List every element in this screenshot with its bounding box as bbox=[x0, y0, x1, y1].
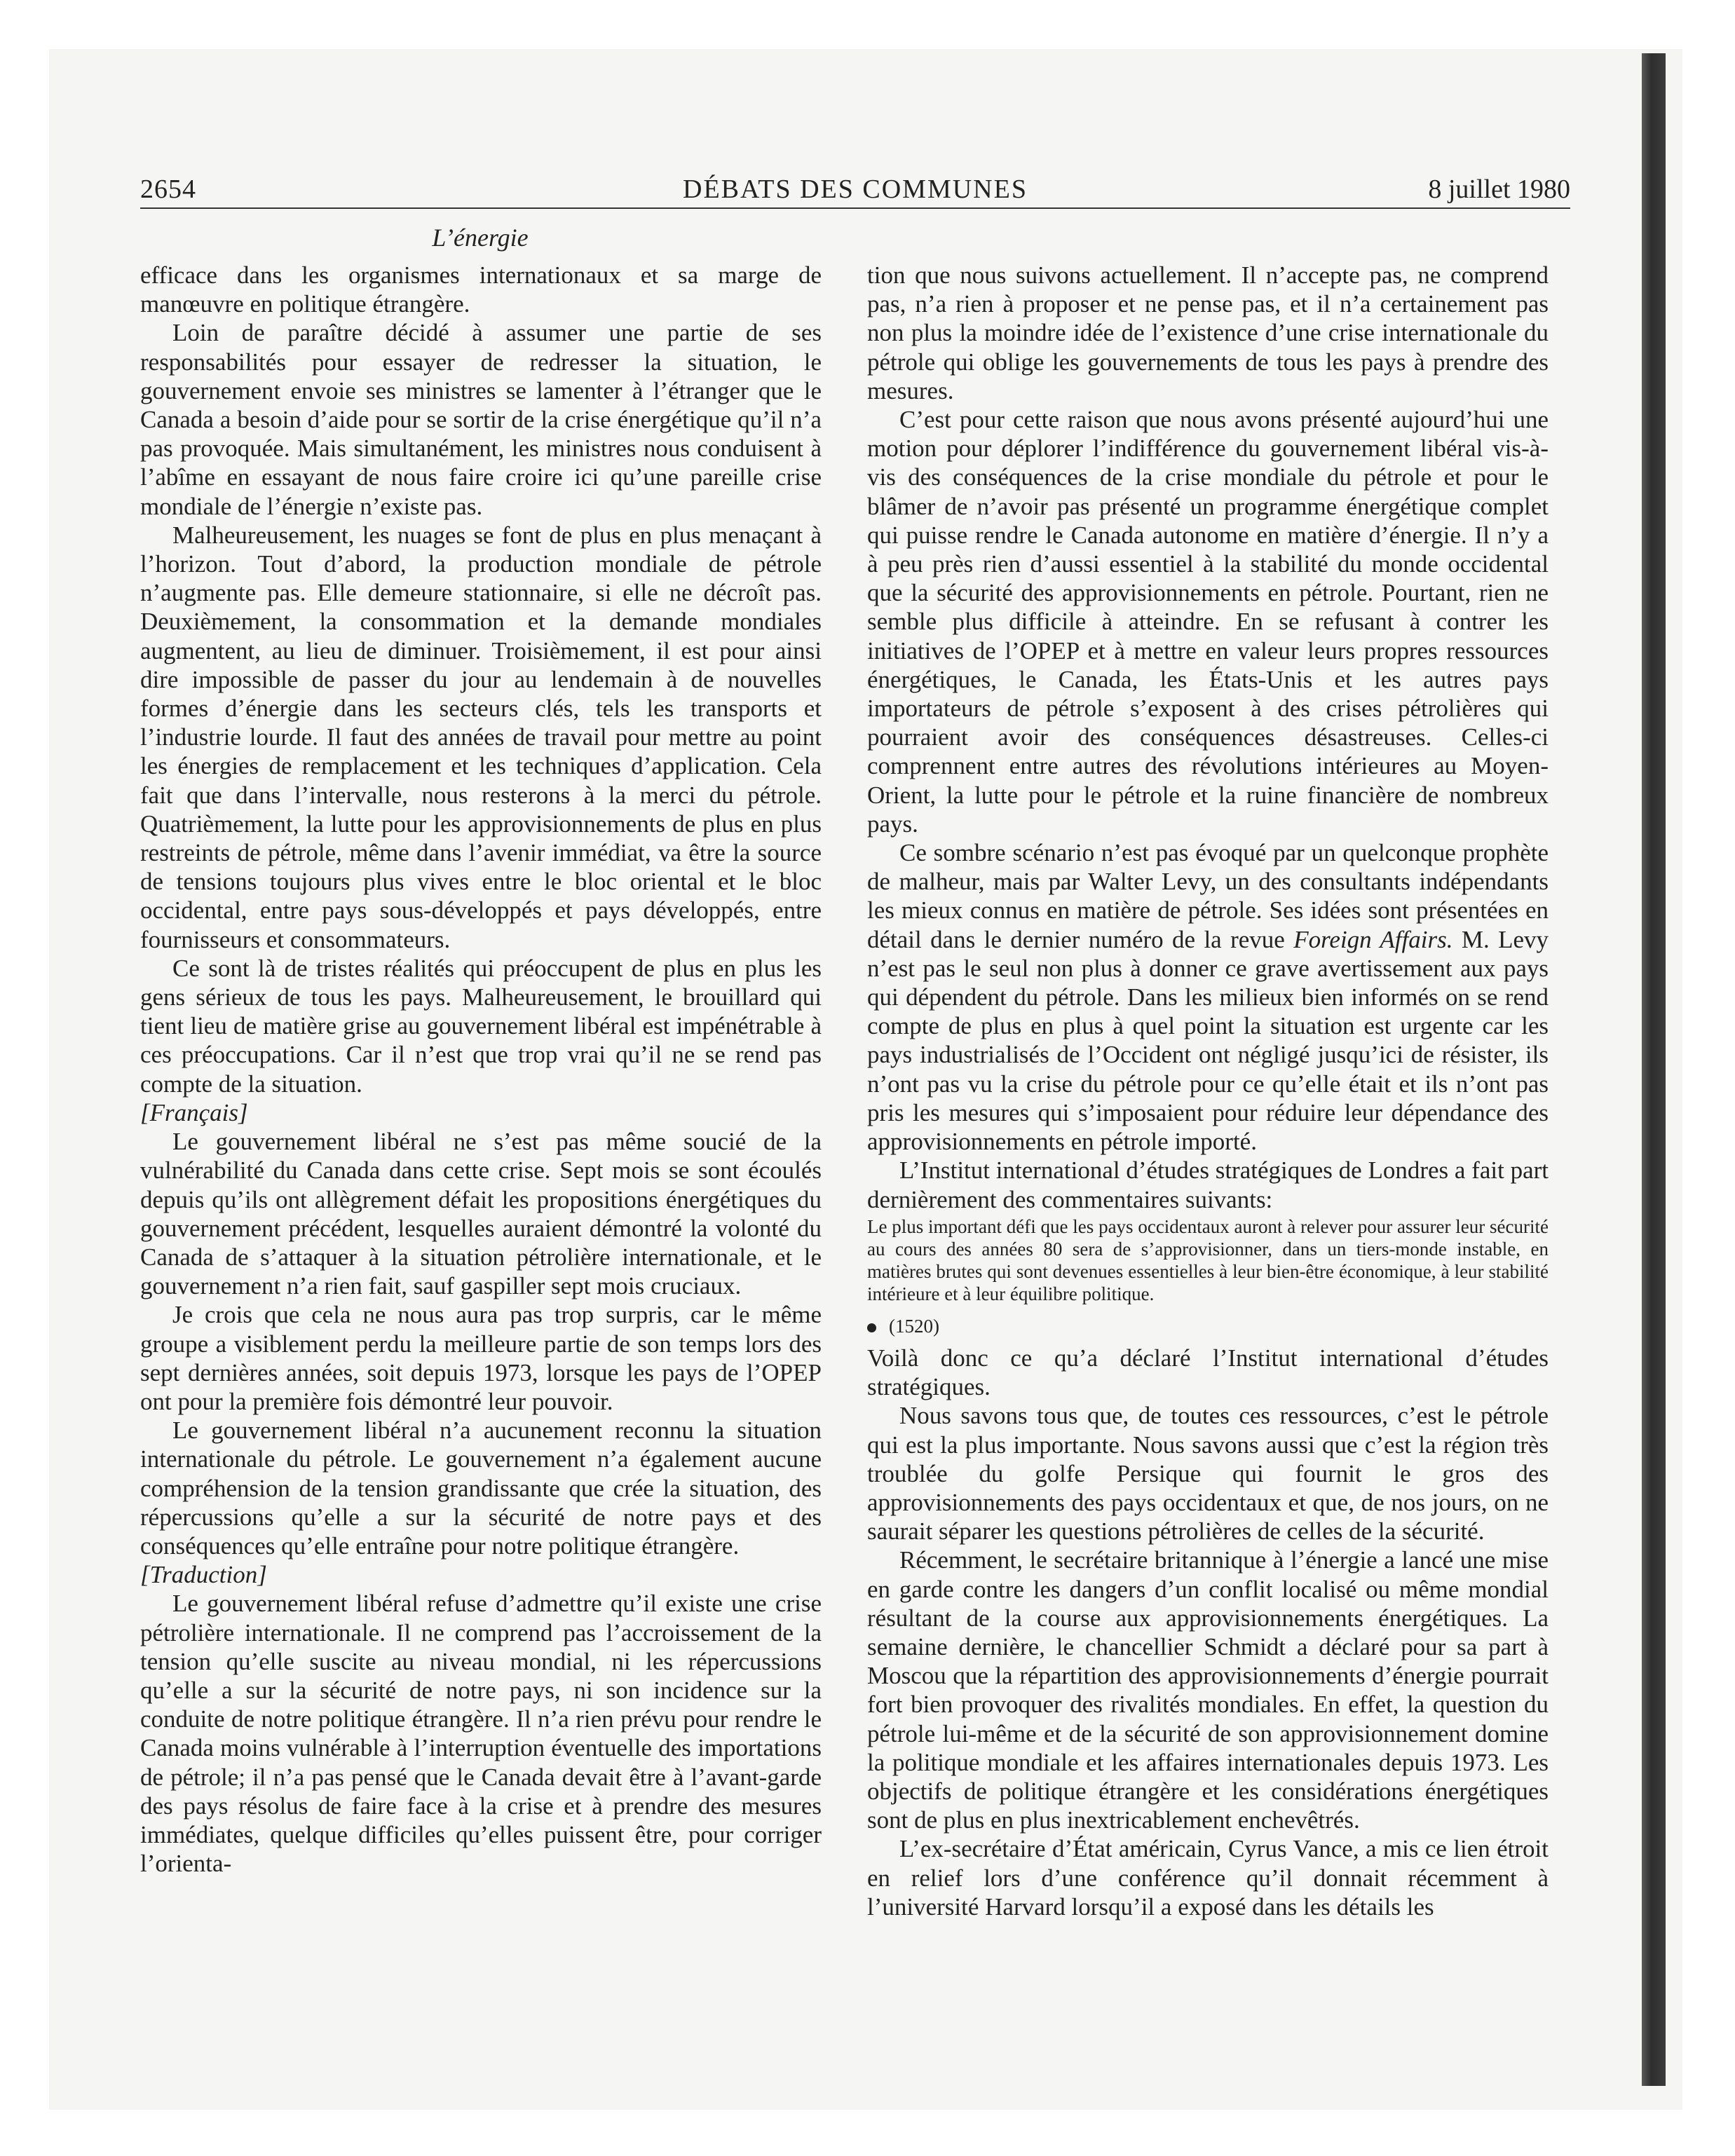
bullet-icon bbox=[867, 1323, 876, 1332]
paragraph: Voilà donc ce qu’a déclaré l’Institut international d’études stratégiques. bbox=[867, 1344, 1549, 1401]
paragraph: tion que nous suivons actuellement. Il n’accepte pas, ne comprend pas, n’a rien à proposer et ne pense pas, et il n’a certainement pas non plus la moindre idée de l’existence d’une crise internationale du pétrole qui oblige les gouvernements de tous les pays à prendre des mesures. bbox=[867, 261, 1549, 404]
scan-edge-bar bbox=[1642, 53, 1666, 2086]
paragraph: efficace dans les organismes internationaux et sa marge de manœuvre en politique étrangère. bbox=[140, 261, 822, 318]
timestamp bbox=[867, 1312, 1549, 1341]
paragraph: L’ex-secrétaire d’État américain, Cyrus Vance, a mis ce lien étroit en relief lors d’une conférence qu’il donnait récemment à l’université Harvard lorsqu’il a exposé dans les détails les bbox=[867, 1835, 1549, 1920]
paragraph: Ce sont là de tristes réalités qui préoccupent de plus en plus les gens sérieux de tous les pays. Malheureusement, le brouillard qui tient lieu de matière grise au gouvernement libéral est impénétrable à ces préoccupations. Car il n’est que trop vrai qu’il ne se rend pas compte de la situation. bbox=[140, 954, 822, 1098]
timestamp-text: (1520) bbox=[889, 1315, 939, 1337]
paragraph: Le gouvernement libéral ne s’est pas même soucié de la vulnérabilité du Canada dans cette crise. Sept mois se sont écoulés depuis qu’ils ont allègrement défait les propositions énergétiques du gouvernement précédent, lesquelles auraient démontré la volonté du Canada de s’attaquer à la situation pétrolière internationale, et le gouvernement n’a rien fait, sauf gaspiller sept mois cruciaux. bbox=[140, 1128, 822, 1300]
paragraph: Malheureusement, les nuages se font de plus en plus menaçant à l’horizon. Tout d’abord, la production mondiale de pétrole n’augmente pas. Elle demeure stationnaire, si elle ne décroît pas. Deuxièmement, la consommation et la demande mondiales augmentent, au lieu de diminuer. Troisièmement, il est pour ainsi dire impossible de passer du jour au lendemain à de nouvelles formes d’énergie dans les secteurs clés, tels les transports et l’industrie lourde. Il faut des années de travail pour mettre au point les énergies de remplacement et les techniques d’application. Cela fait que dans l’intervalle, nous resterons à la merci du pétrole. Quatrièmement, la lutte pour les approvisionnements de plus en plus restreints de pétrole, même dans l’avenir immédiat, va être la source de tensions toujours plus vives entre le bloc oriental et le bloc occidental, entre pays sous-développés et pays développés, entre fournisseurs et consommateurs. bbox=[140, 521, 822, 953]
journal-title: Foreign Affairs. bbox=[1293, 925, 1453, 953]
page-number: 2654 bbox=[140, 175, 196, 204]
publication-title: DÉBATS DES COMMUNES bbox=[683, 175, 1028, 204]
paragraph: Loin de paraître décidé à assumer une partie de ses responsabilités pour essayer de redresser la situation, le gouvernement envoie ses ministres se lamenter à l’étranger que le Canada a besoin d’aide pour se sortir de la crise énergétique qu’il n’a pas provoquée. Mais simultanément, les ministres nous conduisent à l’abîme en essayant de nous faire croire ici qu’une pareille crise mondiale de l’énergie n’existe pas. bbox=[140, 319, 822, 520]
paragraph: Récemment, le secrétaire britannique à l’énergie a lancé une mise en garde contre les dangers d’un conflit localisé ou même mondial résultant de la course aux approvisionnements énergétiques. La semaine dernière, le chancellier Schmidt a déclaré pour sa part à Moscou que la répartition des approvisionnements d’énergie pourrait fort bien provoquer des rivalités mondiales. En effet, la question du pétrole lui-même et de la sécurité de son approvisionnement domine la politique mondiale et les affaires internationales depuis 1973. Les objectifs de politique étrangère et les considérations énergétiques sont de plus en plus inextricablement enchevêtrés. bbox=[867, 1546, 1549, 1834]
language-marker: [Traduction] bbox=[140, 1561, 267, 1589]
paragraph bbox=[867, 838, 1549, 1156]
paragraph: L’Institut international d’études stratégiques de Londres a fait part dernièrement des commentaires suivants: bbox=[867, 1157, 1549, 1213]
page-header bbox=[140, 168, 1570, 209]
page-date: 8 juillet 1980 bbox=[1428, 175, 1570, 204]
paragraph: C’est pour cette raison que nous avons présenté aujourd’hui une motion pour déplorer l’indifférence du gouvernement libéral vis-à-vis des conséquences de la crise mondiale du pétrole et pour le blâmer de n’avoir pas présenté un programme énergétique complet qui puisse rendre le Canada autonome en matière d’énergie. Il n’y a à peu près rien d’aussi essentiel à la stabilité du monde occidental que la sécurité des approvisionnements en pétrole. Pourtant, rien ne semble plus difficile à atteindre. En se refusant à contrer les initiatives de l’OPEP et à mettre en valeur leurs propres ressources énergétiques, le Canada, les États-Unis et les autres pays importateurs de pétrole s’exposent à des crises pétrolières qui pourraient avoir des conséquences désastreuses. Celles-ci comprennent entre autres des révolutions intérieures au Moyen-Orient, la lutte pour le pétrole et la ruine financière de nombreux pays. bbox=[867, 406, 1549, 838]
paragraph: Je crois que cela ne nous aura pas trop surpris, car le même groupe a visiblement perdu la meilleure partie de son temps lors des sept dernières années, soit depuis 1973, lorsque les pays de l’OPEP ont pour la première fois démontré leur pouvoir. bbox=[140, 1301, 822, 1415]
paragraph: Le gouvernement libéral n’a aucunement reconnu la situation internationale du pétrole. Le gouvernement n’a également aucune compréhension de la tension grandissante que crée la situation, des répercussions qu’elle a sur la sécurité de notre pays et des conséquences qu’elle entraîne pour notre politique étrangère. bbox=[140, 1417, 822, 1560]
block-quote: Le plus important défi que les pays occidentaux auront à relever pour assurer leur sécurité au cours des années 80 sera de s’approvisionner, dans un tiers-monde instable, en matières brutes qui sont devenues essentielles à leur bien-être économique, à leur stabilité intérieure et à leur équilibre politique. bbox=[867, 1215, 1549, 1304]
paragraph-text: M. Levy n’est pas le seul non plus à donner ce grave avertissement aux pays qui dépendent du pétrole. Dans les milieux bien informés on se rend compte de plus en plus à quel point la situation est urgente car les pays industrialisés de l’Occident ont négligé jusqu’ici de résister, ils n’ont pas vu la crise du pétrole pour ce qu’elle était et ils n’ont pas pris les mesures qui s’imposaient pour réduire leur dépendance des approvisionnements en pétrole importé. bbox=[867, 925, 1549, 1156]
paragraph: Nous savons tous que, de toutes ces ressources, c’est le pétrole qui est la plus importante. Nous savons aussi que c’est la région très troublée du golfe Persique qui fournit le gros des approvisionnements des pays occidentaux et que, de nos jours, on ne saurait séparer les questions pétrolières de celles de la sécurité. bbox=[867, 1402, 1549, 1546]
paragraph-text: Ce sombre scénario n’est pas évoqué par un quelconque prophète de malheur, mais par Walter Levy, un des consultants indépendants les mieux connus en matière de pétrole. Ses idées sont présentées en détail dans le dernier numéro de la revue bbox=[867, 839, 1549, 953]
right-column bbox=[867, 261, 1549, 1921]
language-marker: [Français] bbox=[140, 1098, 248, 1126]
section-heading: L’énergie bbox=[432, 224, 529, 252]
paragraph: Le gouvernement libéral refuse d’admettre qu’il existe une crise pétrolière internationale. Il ne comprend pas l’accroissement de la tension qu’elle suscite au niveau mondial, ni les répercussions qu’elle a sur la sécurité de notre pays, ni son incidence sur la conduite de notre politique étrangère. Il n’a rien prévu pour rendre le Canada moins vulnérable à l’interruption éventuelle des importations de pétrole; il n’a pas pensé que le Canada devait être à l’avant-garde des pays résolus de faire face à la crise et à prendre des mesures immédiates, quelque difficiles qu’elles puissent être, pour corriger l’orienta- bbox=[140, 1590, 822, 1878]
left-column bbox=[140, 261, 822, 1878]
